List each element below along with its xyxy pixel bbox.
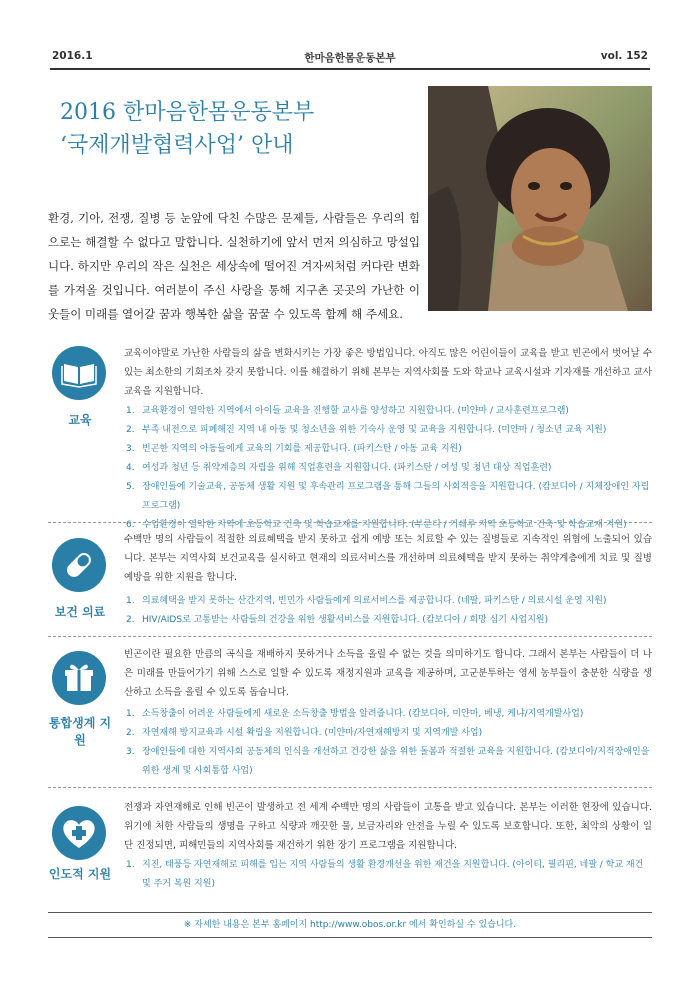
intro-paragraph: 환경, 기아, 전쟁, 질병 등 눈앞에 닥친 수많은 문제들, 사람들은 우리의 힘으로는 해결할 수 없다고 말합니다. 실천하기에 앞서 먼저 의심하고 망설입니다. 하지만 우리의 작은 실천은 세상속에 떨어진 겨자씨처럼 커다란 변화를 가져올 것입니다. 여러분이 주신 사랑을 통해 지구촌 곳곳의 가난한 이웃들이 미래를 열어갈 꿈과 행복한 삶을 꿈꿀 수 있도록 함께 해 주세요. xyxy=(48,211,420,321)
title-line-1: 2016 한마음한몸운동본부 xyxy=(60,100,315,125)
volume-number: vol. 152 xyxy=(600,50,648,62)
medical-cross-icon xyxy=(52,806,106,860)
list-item: 3. 빈곤한 지역의 아동들에게 교육의 기회를 제공합니다. (파키스탄 / 아동 교육 지원) xyxy=(126,444,462,454)
section-caption: 보건 의료 xyxy=(54,605,106,619)
book-icon xyxy=(52,346,106,400)
list-item: 6. 수업환경이 열악한 지역에 초등학교 건축 및 학습교재를 지원합니다. (부룬디 / 기쉐루 지역 초등학교 건축 및 학습교재 지원) xyxy=(126,520,627,530)
program-list xyxy=(124,402,652,535)
list-item: 1. 교육환경이 열악한 지역에서 아이들 교육을 진행할 교사를 양성하고 지원합니다. (미얀마 / 교사훈련프로그램) xyxy=(126,406,569,416)
list-item: 1. 지진, 태풍등 자연재해로 피해를 입는 지역 사람들의 생활 환경개선을 위한 재건을 지원합니다. (아이티, 필리핀, 네팔 / 학교 재건 및 주거 복원 지원) xyxy=(126,860,644,889)
issue-date: 2016.1 xyxy=(52,50,93,62)
gift-icon xyxy=(52,651,106,705)
list-item: 5. 장애인들에 기술교육, 공동체 생활 지원 및 후속관리 프로그램을 통해 그들의 사회적응을 지원합니다. (캄보디아 / 지체장애인 자립 프로그램) xyxy=(126,482,650,511)
pill-icon xyxy=(52,538,106,592)
section-divider xyxy=(48,787,652,788)
program-list xyxy=(124,705,652,781)
footer-note: ※ 자세한 내용은 본부 홈페이지 http://www.obos.or.kr 에서 확인하실 수 있습니다. xyxy=(48,912,652,938)
section-caption: 통합생계 지원 xyxy=(48,716,112,747)
list-item: 2. 자연재해 방지교육과 시설 확립을 지원합니다. (미얀마/자연재해방지 및 지역개발 사업) xyxy=(126,728,483,738)
publisher-name: 한마음한몸운동본부 xyxy=(304,52,396,64)
list-item: 3. 장애인들에 대한 지역사회 공동체의 인식을 개선하고 건강한 삶을 위한 돌봄과 적절한 교육을 지원합니다. (캄보디아/지적장애인을 위한 생계 및 사회통합 사업) xyxy=(126,747,650,776)
section-description: 전쟁과 자연재해로 인해 빈곤이 발생하고 전 세계 수백만 명의 사람들이 고통을 받고 있습니다. 본부는 이러한 현장에 있습니다. 위기에 처한 사람들의 생명을 구하고 식량과 깨끗한 물, 보금자리와 안전을 누릴 수 있도록 보호합니다. 또한, 최악의 상황이 일단 진정되면, 피해민들의 지역사회를 재건하기 위한 장기 프로그램을 지원합니다. xyxy=(124,802,652,851)
section-caption: 교육 xyxy=(68,413,92,427)
page-header xyxy=(50,46,650,70)
section-divider xyxy=(48,636,652,637)
section-description: 교육이야말로 가난한 사람들의 삶을 변화시키는 가장 좋은 방법입니다. 아직도 많은 어린이들이 교육을 받고 빈곤에서 벗어날 수 있는 최소한의 기회조차 갖지 못합니다. 이를 해결하기 위해 본부는 지역사회를 도와 학교나 교육시설과 기자재를 개선하고 교사 교육을 지원합니다. xyxy=(124,348,652,397)
section-divider xyxy=(48,522,652,523)
list-item: 2. HIV/AIDS로 고통받는 사람들의 건강을 위한 생활서비스를 지원합니다. (캄보디아 / 희망 심기 사업지원) xyxy=(126,615,549,625)
page-title xyxy=(60,96,314,162)
child-photo xyxy=(428,86,652,311)
section-description: 빈곤이란 필요한 만큼의 곡식을 재배하지 못하거나 소득을 올릴 수 없는 것을 의미하기도 합니다. 그래서 본부는 사람들이 더 나은 미래를 만들어가기 위해 스스로 일할 수 있도록 재정지원과 교육을 제공하며, 고군분투하는 영세 농부들이 충분한 식량을 생산하고 소득을 올릴 수 있도록 돕습니다. xyxy=(124,649,652,698)
list-item: 4. 여성과 청년 등 취약계층의 자립을 위해 직업훈련을 지원합니다. (파키스탄 / 여성 및 청년 대상 직업훈련) xyxy=(126,463,552,473)
program-list xyxy=(124,856,652,894)
program-list xyxy=(124,592,652,630)
title-line-2: ‘국제개발협력사업’ 안내 xyxy=(60,133,294,158)
list-item: 1. 의료혜택을 받지 못하는 산간지역, 빈민가 사람들에게 의료서비스를 제공합니다. (네팔, 파키스탄 / 의료시설 운영 지원) xyxy=(126,596,607,606)
list-item: 2. 부족 내전으로 피폐해진 지역 내 아동 및 청소년을 위한 기숙사 운영 및 교육을 지원합니다. (미얀마 / 청소년 교육 지원) xyxy=(126,425,607,435)
list-item: 1. 소득창출이 어려운 사람들에게 새로운 소득창출 방법을 알려줍니다. (캄보디아, 미얀마, 베냉, 케냐/지역개발사업) xyxy=(126,709,584,719)
section-caption: 인도적 지원 xyxy=(48,867,112,881)
section-description: 수백만 명의 사람들이 적절한 의료혜택을 받지 못하고 쉽게 예방 또는 치료할 수 있는 질병들로 지속적인 위협에 노출되어 있습니다. 본부는 지역사회 보건교육을 실시하고 현재의 의료서비스를 개선하며 의료혜택을 받지 못하는 취약계층에게 치료 및 질병 예방을 위한 지원을 합니다. xyxy=(124,534,652,583)
